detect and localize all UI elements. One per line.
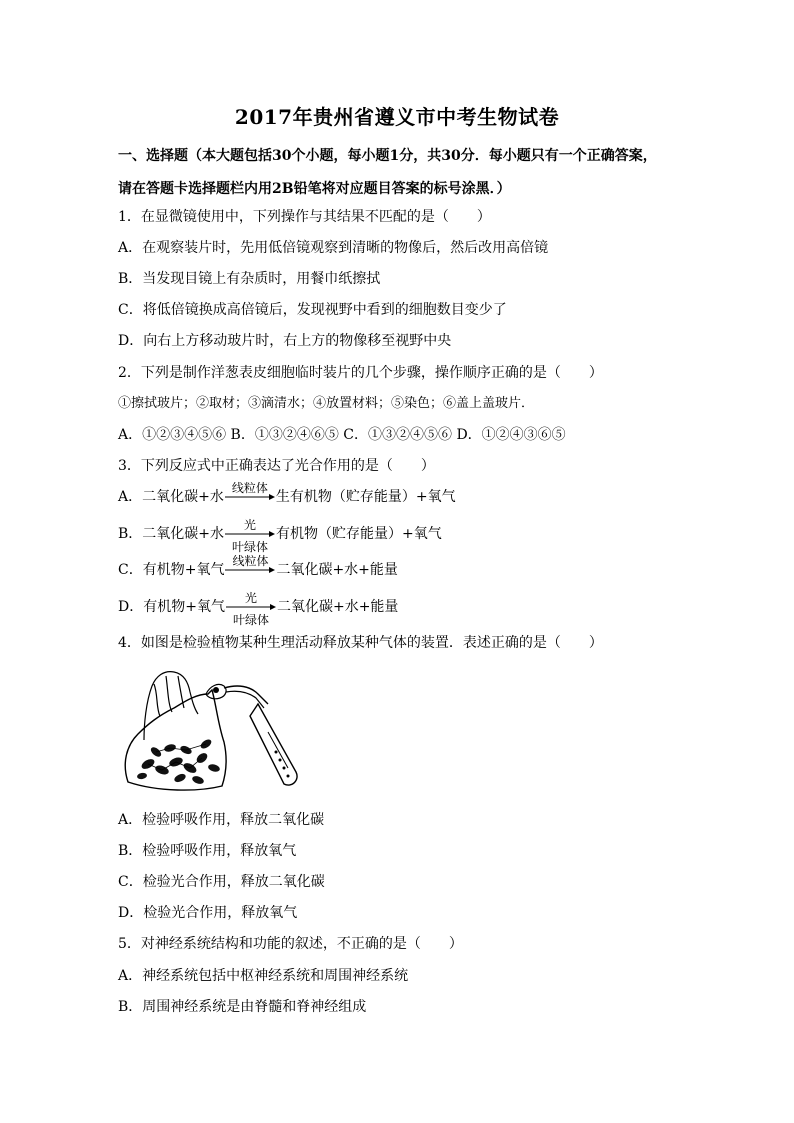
question-5-option-a: A．神经系统包括中枢神经系统和周围神经系统 bbox=[118, 968, 409, 984]
question-5-stem: 5．对神经系统结构和功能的叙述，不正确的是（ ） bbox=[118, 936, 463, 952]
question-3-option-b bbox=[118, 518, 442, 554]
option-a-reactants: A．二氧化碳+水 bbox=[118, 489, 224, 505]
section-header-line-2: 请在答题卡选择题栏内用2B铅笔将对应题目答案的标号涂黑．） bbox=[118, 181, 511, 197]
reaction-arrow bbox=[226, 591, 276, 627]
option-a-products: 生有机物（贮存能量）+氧气 bbox=[275, 489, 456, 505]
arrow-condition: 线粒体 bbox=[231, 481, 268, 495]
option-b-reactants: B．二氧化碳+水 bbox=[118, 526, 225, 542]
question-3-option-a bbox=[118, 481, 456, 506]
plant-bag-test-tube-illustration bbox=[118, 664, 308, 796]
question-4-option-b: B．检验呼吸作用，释放氧气 bbox=[118, 843, 297, 859]
question-1-option-d: D．向右上方移动玻片时，右上方的物像移至视野中央 bbox=[118, 333, 452, 349]
question-4-option-d: D．检验光合作用，释放氧气 bbox=[118, 905, 298, 921]
reaction-arrow bbox=[225, 554, 275, 574]
question-1-stem: 1．在显微镜使用中，下列操作与其结果不匹配的是（ ） bbox=[118, 209, 491, 225]
question-3-stem: 3．下列反应式中正确表达了光合作用的是（ ） bbox=[118, 458, 435, 474]
question-1-option-c: C．将低倍镜换成高倍镜后，发现视野中看到的细胞数目变少了 bbox=[118, 302, 507, 318]
question-1-option-b: B．当发现目镜上有杂质时，用餐巾纸擦拭 bbox=[118, 271, 381, 287]
arrow-condition-bottom: 叶绿体 bbox=[232, 540, 269, 554]
question-2-stem: 2．下列是制作洋葱表皮细胞临时装片的几个步骤，操作顺序正确的是（ ） bbox=[118, 365, 603, 381]
option-d-reactants: D．有机物+氧气 bbox=[118, 599, 225, 615]
question-3-option-c bbox=[118, 554, 398, 579]
question-4-stem: 4．如图是检验植物某种生理活动释放某种气体的装置．表述正确的是（ ） bbox=[118, 635, 603, 651]
option-d-products: 二氧化碳+水+能量 bbox=[276, 599, 399, 615]
arrow-condition-bottom: 叶绿体 bbox=[232, 613, 269, 627]
option-b-products: 有机物（贮存能量）+氧气 bbox=[276, 526, 442, 542]
reaction-arrow bbox=[225, 518, 275, 554]
illustration-icon bbox=[118, 664, 308, 796]
option-c-products: 二氧化碳+水+能量 bbox=[276, 562, 398, 578]
page-title: 2017年贵州省遵义市中考生物试卷 bbox=[234, 105, 560, 129]
question-5-option-b: B．周围神经系统是由脊髓和脊神经组成 bbox=[118, 999, 367, 1015]
question-2-options: A．①②③④⑤⑥ B．①③②④⑥⑤ C．①③②④⑤⑥ D．①②④③⑥⑤ bbox=[118, 427, 566, 443]
question-1-option-a: A．在观察装片时，先用低倍镜观察到清晰的物像后，然后改用高倍镜 bbox=[118, 240, 549, 256]
question-2-steps: ①擦拭玻片；②取材；③滴清水；④放置材料；⑤染色；⑥盖上盖玻片． bbox=[118, 396, 535, 411]
arrow-condition-top: 光 bbox=[244, 591, 257, 605]
question-4-option-c: C．检验光合作用，释放二氧化碳 bbox=[118, 874, 325, 890]
option-c-reactants: C．有机物+氧气 bbox=[118, 562, 225, 578]
question-3-option-d bbox=[118, 591, 399, 627]
arrow-condition: 线粒体 bbox=[232, 554, 269, 568]
section-header-line-1: 一、选择题（本大题包括30个小题，每小题1分，共30分．每小题只有一个正确答案， bbox=[118, 148, 657, 164]
question-4-option-a: A．检验呼吸作用，释放二氧化碳 bbox=[118, 812, 325, 828]
arrow-condition-top: 光 bbox=[244, 518, 257, 532]
reaction-arrow bbox=[225, 481, 275, 501]
